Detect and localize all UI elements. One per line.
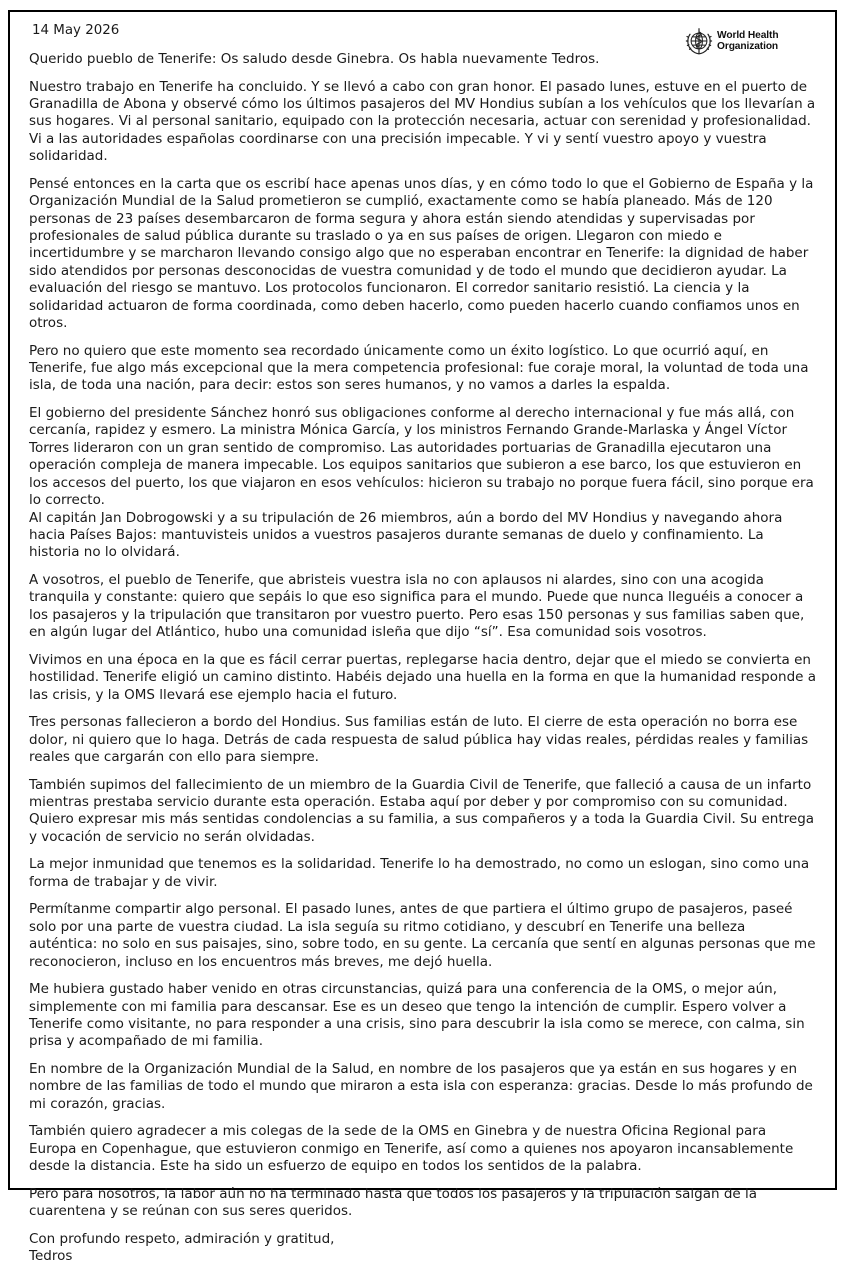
letter-paragraph: La mejor inmunidad que tenemos es la solidaridad. Tenerife lo ha demostrado, no como un eslogan, sino como una forma de trabajar y de vivir. xyxy=(29,856,810,890)
letter-paragraph: En nombre de la Organización Mundial de la Salud, en nombre de los pasajeros que ya están en sus hogares y en nombre de las familias de todo el mundo que miraron a esta isla con esperanza: gracias. Desde lo más profundo de mi corazón, gracias. xyxy=(29,1060,813,1112)
letter-paragraph: Al capitán Jan Dobrogowski y a su tripulación de 26 miembros, aún a bordo del MV Hondius y navegando ahora hacia Países Bajos: mantuvisteis unidos a vuestros pasajeros durante semanas de duelo y confinamiento. La historia no lo olvidará. xyxy=(29,509,783,561)
letter-closing: Con profundo respeto, admiración y gratitud, xyxy=(29,1230,335,1247)
letter-greeting: Querido pueblo de Tenerife: Os saludo desde Ginebra. Os habla nuevamente Tedros. xyxy=(29,51,600,67)
letter-paragraph: Vivimos en una época en la que es fácil cerrar puertas, replegarse hacia dentro, dejar que el miedo se convierta en hostilidad. Tenerife eligió un camino distinto. Habéis dejado una huella en la forma en que la humanidad responde a las crisis, y la OMS llevará ese ejemplo hacia el futuro. xyxy=(29,651,817,703)
letter-body xyxy=(29,51,816,1266)
who-wordmark-line1: World Health xyxy=(717,30,779,41)
letter-paragraph: Pensé entonces en la carta que os escribí hace apenas unos días, y en cómo todo lo que el Gobierno de España y la Organización Mundial de la Salud prometieron se cumplió, exactamente como se había planeado. Más de 120 personas de 23 países desembarcaron de forma segura y ahora están siendo atendidas y supervisadas por profesionales de salud pública durante su traslado o ya en sus países de origen. Llegaron con miedo e incertidumbre y se marcharon llevando consigo algo que no esperaban encontrar en Tenerife: la dignidad de haber sido atendidos por personas desconocidas de vuestra comunidad y de todo el mundo que decidieron ayudar. La evaluación del riesgo se mantuvo. Los protocolos funcionaron. El corredor sanitario resistió. La ciencia y la solidaridad actuaron de forma coordinada, como deben hacerlo, como pueden hacerlo cuando confiamos unos en otros. xyxy=(29,175,814,332)
letter-paragraph: Pero para nosotros, la labor aún no ha terminado hasta que todos los pasajeros y la tripulación salgan de la cuarentena y se reúnan con sus seres queridos. xyxy=(29,1185,758,1220)
letter-paragraph: Tres personas fallecieron a bordo del Hondius. Sus familias están de luto. El cierre de esta operación no borra ese dolor, ni quiero que lo haga. Detrás de cada respuesta de salud pública hay vidas reales, pérdidas reales y familias reales que cargarán con ello para siempre. xyxy=(29,714,809,765)
letter-paragraph: A vosotros, el pueblo de Tenerife, que abristeis vuestra isla no con aplausos ni alardes, sino con una acogida tranquila y constante: quiero que sepáis lo que eso significa para el mundo. Puede que nunca lleguéis a conocer a los pasajeros y la tripulación que transitaron por vuestro puerto. Pero esas 150 personas y sus familias saben que, en algún lugar del Atlántico, hubo una comunidad isleña que dijo “sí”. Esa comunidad sois vosotros. xyxy=(29,571,805,641)
letter-paragraph: Permítanme compartir algo personal. El pasado lunes, antes de que partiera el último grupo de pasajeros, paseé solo por una parte de vuestra ciudad. La isla seguía su ritmo cotidiano, y descubrí en Tenerife una belleza auténtica: no solo en sus paisajes, sino, sobre todo, en su gente. La cercanía que sentí en algunas personas que me reconocieron, incluso en los encuentros más breves, me dejó huella. xyxy=(29,901,816,970)
letter-paragraph: Me hubiera gustado haber venido en otras circunstancias, quizá para una conferencia de la OMS, o mejor aún, simplemente con mi familia para descansar. Ese es un deseo que tengo la intención de cumplir. Espero volver a Tenerife como visitante, no para responder a una crisis, sino para descubrir la isla como se merece, con calma, sin prisa y acompañado de mi familia. xyxy=(29,981,805,1050)
who-wordmark xyxy=(717,30,778,52)
letter-paragraph: Nuestro trabajo en Tenerife ha concluido. Y se llevó a cabo con gran honor. El pasado lunes, estuve en el puerto de Granadilla de Abona y observé cómo los últimos pasajeros del MV Hondius subían a los vehículos que los llevarían a sus hogares. Vi al personal sanitario, equipado con la protección necesaria, actuar con serenidad y profesionalidad. Vi a las autoridades españolas coordinarse con una precisión impecable. Y vi y sentí vuestro apoyo y vuestra solidaridad. xyxy=(29,78,816,165)
letter-paragraph: También quiero agradecer a mis colegas de la sede de la OMS en Ginebra y de nuestra Oficina Regional para Europa en Copenhague, que estuvieron conmigo en Tenerife, así como a quienes nos apoyaron incansablemente desde la distancia. Este ha sido un esfuerzo de equipo en todos los sentidos de la palabra. xyxy=(29,1123,794,1175)
letter-signature: Tedros xyxy=(29,1248,73,1265)
letter-date: 14 May 2026 xyxy=(32,23,120,38)
letter-paragraph: Pero no quiero que este momento sea recordado únicamente como un éxito logístico. Lo que ocurrió aquí, en Tenerife, fue algo más excepcional que la mera competencia profesional: fue coraje moral, la voluntad de toda una isla, de toda una nación, para decir: estos son seres humanos, y no vamos a darles la espalda. xyxy=(29,342,809,394)
who-wordmark-line2: Organization xyxy=(717,41,779,52)
letter-paragraph: El gobierno del presidente Sánchez honró sus obligaciones conforme al derecho internacional y fue más allá, con cercanía, rapidez y esmero. La ministra Mónica García, y los ministros Fernando Grande-Marlaska y Ángel Víctor Torres lideraron con un gran sentido de compromiso. Las autoridades portuarias de Granadilla ejecutaron una operación compleja de manera impecable. Los equipos sanitarios que subieron a ese barco, los que estuvieron en los accesos del puerto, los que viajaron en esos vehículos: hicieron su trabajo no porque fuera fácil, sino porque era lo correcto. xyxy=(29,405,814,509)
letter-paragraph: También supimos del fallecimiento de un miembro de la Guardia Civil de Tenerife, que falleció a causa de un infarto mientras prestaba servicio durante esta operación. Estaba aquí por deber y por compromiso con su comunidad. Quiero expresar mis más sentidas condolencias a su familia, a sus compañeros y a toda la Guardia Civil. Su entrega y vocación de servicio no serán olvidadas. xyxy=(29,776,815,845)
